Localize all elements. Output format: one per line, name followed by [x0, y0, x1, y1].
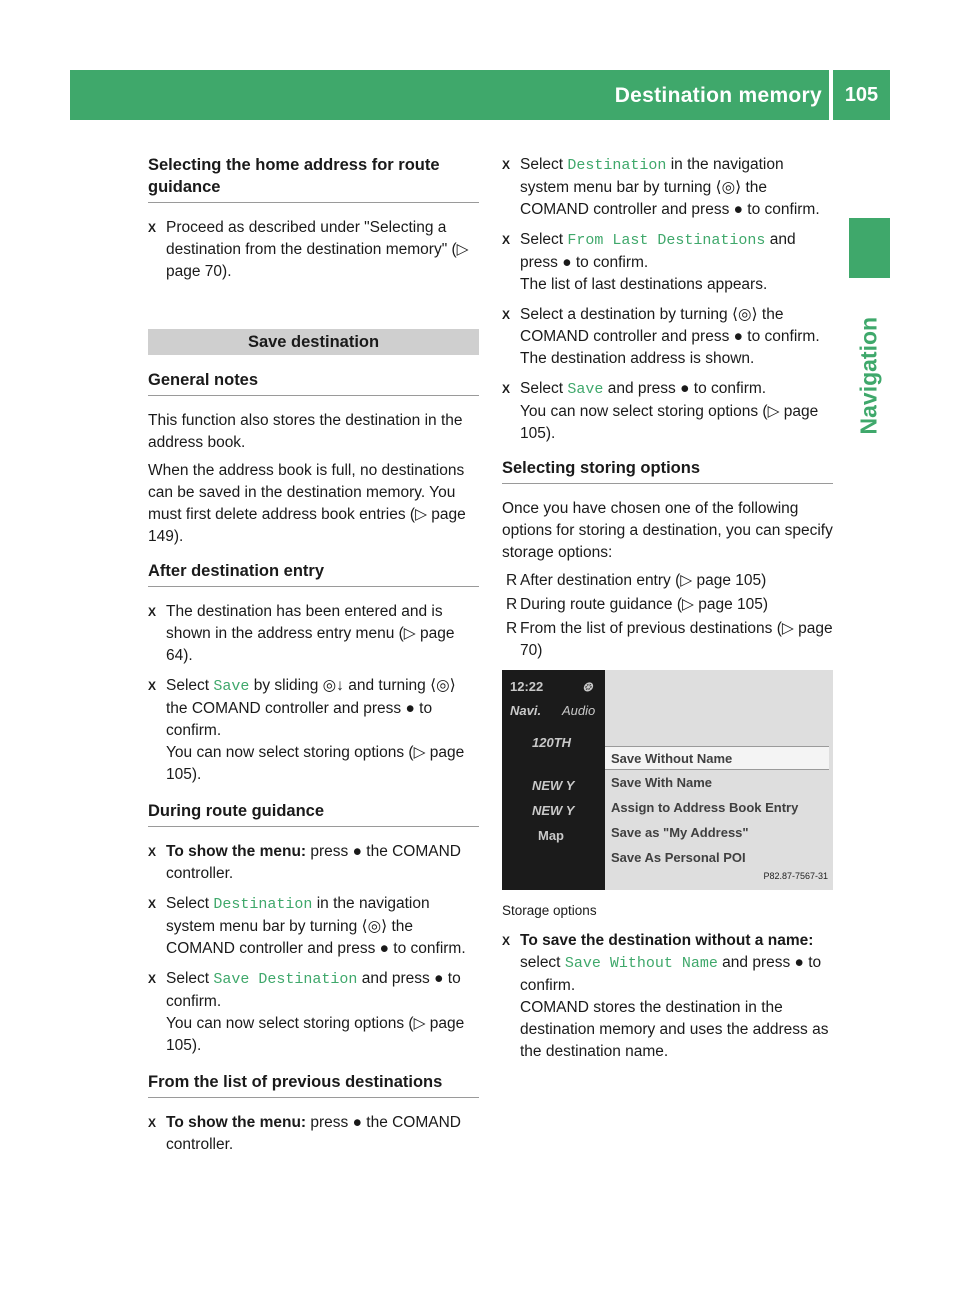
right-column: [502, 154, 833, 1071]
step: [502, 229, 833, 296]
comand-screenshot: [502, 670, 833, 890]
screen-menu-item: Assign to Address Book Entry: [611, 800, 799, 815]
screen-row: 120TH: [532, 735, 572, 750]
step: [502, 378, 833, 445]
menu-item-code: Destination: [213, 896, 313, 913]
step-text: select: [520, 954, 565, 971]
list-item-text: After destination entry (▷ page 105): [520, 572, 767, 589]
step-text: Select: [166, 895, 214, 912]
heading-previous-destinations: From the list of previous destinations: [148, 1071, 479, 1098]
step-text: Select a destination by turning ⟨◎⟩ the COMAND controller and press ● to confirm.: [520, 306, 820, 345]
step-text: and press ● to confirm.: [520, 231, 796, 271]
step: [502, 154, 833, 221]
step-text: Select: [166, 970, 214, 987]
step-text: and press ● to confirm.: [603, 380, 767, 397]
screen-row: NEW Y: [532, 803, 575, 818]
step-label: To save the destination without a name:: [520, 932, 814, 949]
menu-item-code: From Last Destinations: [567, 232, 766, 249]
heading-during-guidance: During route guidance: [148, 800, 479, 827]
step-label: To show the menu:: [166, 843, 307, 860]
screen-left-panel: [502, 670, 605, 890]
step-text: press ● the COMAND controller.: [166, 1114, 462, 1153]
step-text: Select: [520, 380, 568, 397]
step-text: Select: [520, 156, 568, 173]
arrow-icon: X: [502, 233, 511, 247]
step-result: You can now select storing options (▷ page 105).: [520, 403, 819, 442]
screen-menu-item: Save Without Name: [605, 746, 829, 770]
step: [148, 893, 479, 960]
arrow-icon: X: [148, 221, 157, 235]
step-result: The destination address is shown.: [520, 350, 755, 367]
screen-time: 12:22: [510, 679, 544, 694]
side-tab: [849, 218, 890, 278]
step-text: and press ● to confirm.: [166, 970, 461, 1010]
step-text: by sliding ◎↓ and turning ⟨◎⟩ the COMAND controller and press ● to confirm.: [166, 677, 456, 739]
step: [148, 675, 479, 786]
arrow-icon: X: [148, 845, 157, 859]
menu-item-code: Save: [567, 381, 604, 398]
list-item-text: During route guidance (▷ page 105): [520, 596, 769, 613]
step: [148, 1112, 479, 1156]
arrow-icon: X: [148, 972, 157, 986]
heading-general-notes: General notes: [148, 369, 479, 396]
step-label: To show the menu:: [166, 1114, 307, 1131]
step-text: The destination has been entered and is shown in the address entry menu (▷ page 64).: [166, 603, 455, 664]
arrow-icon: X: [502, 934, 511, 948]
step: [148, 841, 479, 885]
step: [148, 217, 479, 283]
step: [502, 304, 833, 370]
heading-storing-options: Selecting storing options: [502, 457, 833, 484]
paragraph: When the address book is full, no destinations can be saved in the destination memory. You must first delete address book entries (▷ page 149).: [148, 462, 466, 545]
step-text: Select: [166, 677, 214, 694]
screen-row: NEW Y: [532, 778, 575, 793]
arrow-icon: X: [502, 308, 511, 322]
arrow-icon: X: [502, 382, 511, 396]
step: [148, 968, 479, 1057]
arrow-icon: X: [148, 897, 157, 911]
screen-navi-tab: Navi.: [510, 703, 542, 718]
list-item: [502, 618, 833, 662]
paragraph: This function also stores the destination in the address book.: [148, 412, 463, 451]
step: [502, 930, 833, 1063]
arrow-icon: X: [148, 605, 157, 619]
settings-icon: ⊛: [582, 679, 593, 694]
paragraph: Once you have chosen one of the following options for storing a destination, you can specify storage options:: [502, 500, 833, 561]
step-text: press ● the COMAND controller.: [166, 843, 462, 882]
heading-home-address: Selecting the home address for route guidance: [148, 154, 479, 203]
figure-caption: Storage options: [502, 903, 597, 918]
list-item: [502, 594, 833, 616]
arrow-icon: X: [148, 679, 157, 693]
bullet-icon: R: [506, 572, 518, 589]
arrow-icon: X: [148, 1116, 157, 1130]
left-column: [148, 154, 479, 1164]
header-title: Destination memory: [614, 84, 822, 107]
step-result: The list of last destinations appears.: [520, 276, 768, 293]
menu-item-code: Save Destination: [213, 971, 358, 988]
menu-item-code: Save Without Name: [564, 955, 718, 972]
bullet-icon: R: [506, 620, 518, 637]
menu-item-code: Save: [213, 678, 250, 695]
list-item: [502, 570, 833, 592]
step-text: Proceed as described under "Selecting a destination from the destination memory" (▷ page 70).: [166, 219, 469, 280]
step-text: and press ● to confirm.: [520, 954, 822, 994]
bullet-icon: R: [506, 596, 518, 613]
side-label: Navigation: [855, 316, 882, 435]
step-text: in the navigation system menu bar by turning ⟨◎⟩ the COMAND controller and press ● to confirm.: [520, 156, 820, 218]
screen-menu-item: Save as "My Address": [611, 825, 749, 840]
screen-audio-tab: Audio: [562, 703, 596, 718]
step: [148, 601, 479, 667]
screen-menu-item: Save With Name: [611, 775, 713, 790]
step-text: in the navigation system menu bar by turning ⟨◎⟩ the COMAND controller and press ● to confirm.: [166, 895, 466, 957]
step-result: You can now select storing options (▷ page 105).: [166, 1015, 465, 1054]
arrow-icon: X: [502, 158, 511, 172]
section-heading: Save destination: [148, 329, 479, 355]
screen-menu-item: Save As Personal POI: [611, 850, 746, 865]
list-item-text: From the list of previous destinations (▷ page 70): [520, 620, 833, 659]
screen-map-tab: Map: [538, 828, 564, 843]
step-text: Select: [520, 231, 568, 248]
step-result: COMAND stores the destination in the destination memory and uses the address as the destination name.: [520, 999, 829, 1060]
menu-item-code: Destination: [567, 157, 667, 174]
step-result: You can now select storing options (▷ page 105).: [166, 744, 465, 783]
image-code: P82.87-7567-31: [761, 865, 830, 887]
heading-after-entry: After destination entry: [148, 560, 479, 587]
page-number: 105: [844, 84, 879, 106]
